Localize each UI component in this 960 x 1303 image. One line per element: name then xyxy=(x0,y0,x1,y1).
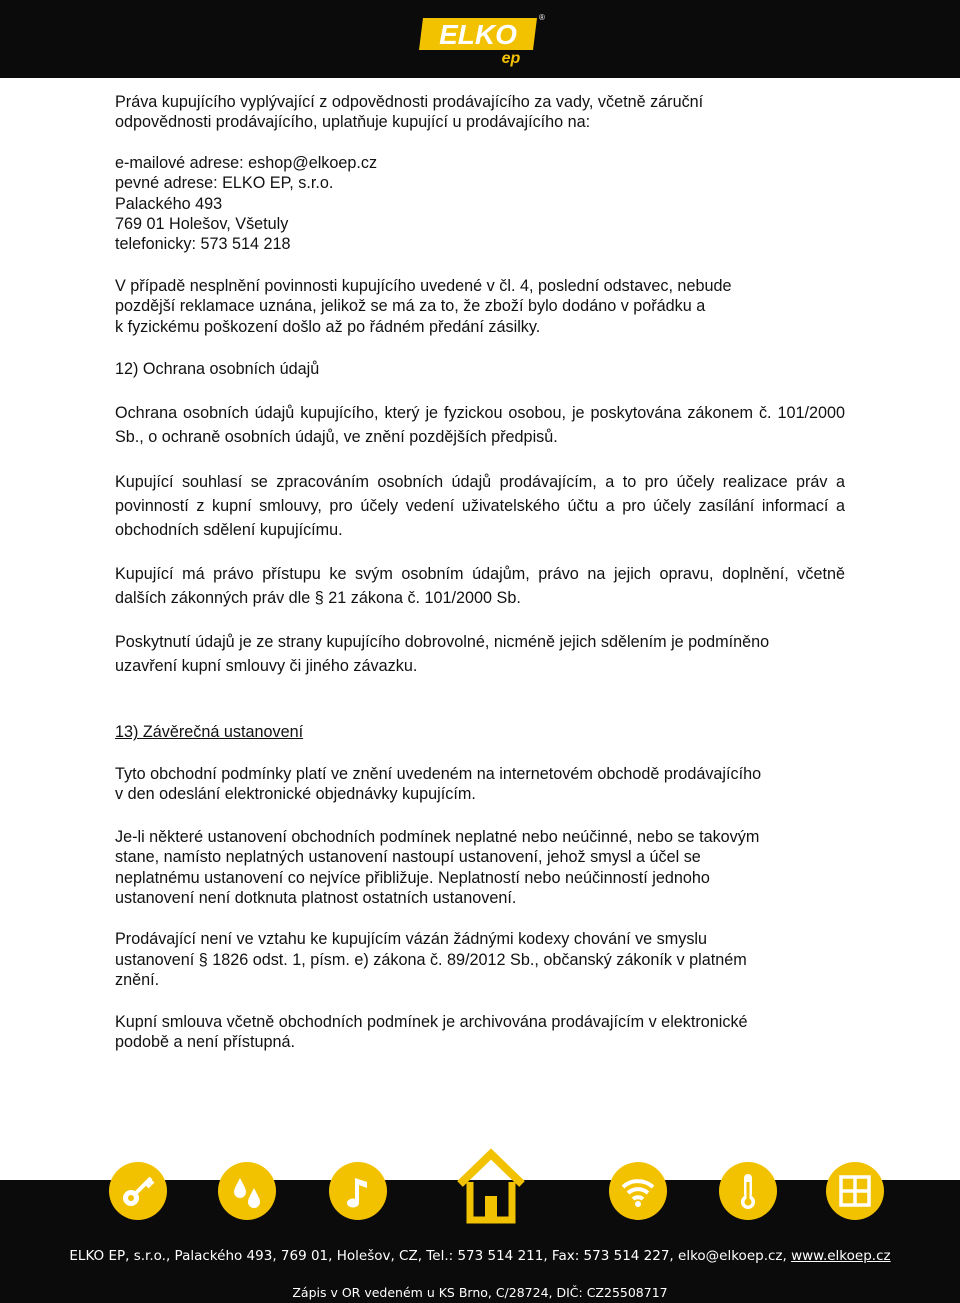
paragraph-voluntary xyxy=(115,630,845,678)
logo-text: ELKO xyxy=(439,19,517,50)
music-note-icon xyxy=(329,1162,387,1220)
paragraph-codes-of-conduct xyxy=(115,929,845,990)
contact-street: Palackého 493 xyxy=(115,194,223,213)
section-heading-12: 12) Ochrana osobních údajů xyxy=(115,360,320,379)
footer-registration-line: Zápis v OR vedeném u KS Brno, C/28724, DIČ: CZ25508717 xyxy=(292,1285,668,1300)
paragraph-claims xyxy=(115,276,845,337)
text-line: v den odeslání elektronické objednávky kupujícím. xyxy=(115,785,476,804)
paragraph-consent: Kupující souhlasí se zpracováním osobních údajů prodávajícím, a to pro účely realizace práv a povinností z kupní smlouvy, pro účely vedení uživatelského účtu a pro účely zasílání informací a obchodních sdělení kupujícímu. xyxy=(115,473,845,540)
footer-icon-row xyxy=(0,1150,960,1230)
contact-phone: telefonicky: 573 514 218 xyxy=(115,235,291,254)
text-line: podobě a není přístupná. xyxy=(115,1032,296,1051)
text-line: k fyzickému poškození došlo až po řádném předání zásilky. xyxy=(115,317,541,336)
elko-ep-logo xyxy=(415,8,545,68)
wifi-icon xyxy=(609,1162,667,1220)
section-heading-13: 13) Závěrečná ustanovení xyxy=(115,723,304,742)
paragraph-access-rights: Kupující má právo přístupu ke svým osobním údajům, právo na jejich opravu, doplnění, včetně dalších zákonných práv dle § 21 zákona č. 101/2000 Sb. xyxy=(115,565,845,608)
contact-city: 769 01 Holešov, Všetuly xyxy=(115,215,289,234)
contact-block xyxy=(115,153,845,255)
header-band xyxy=(0,0,960,78)
footer-website-link[interactable]: www.elkoep.cz xyxy=(791,1248,891,1264)
logo-registered-mark: ® xyxy=(539,13,545,22)
text-line: Je-li některé ustanovení obchodních podmínek neplatné nebo neúčinné, nebo se takovým xyxy=(115,827,760,846)
text-line: odpovědnosti prodávajícího, uplatňuje kupující u prodávajícího na: xyxy=(115,113,591,132)
paragraph-validity xyxy=(115,764,845,805)
text-line: neplatnému ustanovení co nejvíce přibližuje. Neplatností nebo neúčinností jednoho xyxy=(115,868,710,887)
thermometer-icon xyxy=(719,1162,777,1220)
text-line: stane, namísto neplatných ustanovení nastoupí ustanovení, jehož smysl a účel se xyxy=(115,848,701,867)
footer-contact-text: ELKO EP, s.r.o., Palackého 493, 769 01, Holešov, CZ, Tel.: 573 514 211, Fax: 573 514 227, elko@elkoep.cz, xyxy=(69,1248,792,1264)
text-line: ustanovení § 1826 odst. 1, písm. e) zákona č. 89/2012 Sb., občanský zákoník v platném xyxy=(115,950,747,969)
text-line: Práva kupujícího vyplývající z odpovědnosti prodávajícího za vady, včetně záruční xyxy=(115,93,704,111)
footer-contact-line xyxy=(0,1248,960,1264)
text-line: ustanovení není dotknuta platnost ostatních ustanovení. xyxy=(115,888,517,907)
contact-address: pevné adrese: ELKO EP, s.r.o. xyxy=(115,174,334,193)
text-line: Kupní smlouva včetně obchodních podmínek je archivována prodávajícím v elektronické xyxy=(115,1012,748,1031)
text-line: znění. xyxy=(115,971,160,990)
document-body xyxy=(115,92,845,1052)
home-icon xyxy=(456,1146,526,1226)
contact-email: e-mailové adrese: eshop@elkoep.cz xyxy=(115,153,378,172)
key-icon xyxy=(109,1162,167,1220)
text-line: pozdější reklamace uznána, jelikož se má za to, že zboží bylo dodáno v pořádku a xyxy=(115,297,706,316)
text-line: Tyto obchodní podmínky platí ve znění uvedeném na internetovém obchodě prodávajícího xyxy=(115,764,762,783)
paragraph-data-protection: Ochrana osobních údajů kupujícího, který je fyzickou osobou, je poskytována zákonem č. 101/2000 Sb., o ochraně osobních údajů, ve znění pozdějších předpisů. xyxy=(115,404,845,447)
text-line: Poskytnutí údajů je ze strany kupujícího dobrovolné, nicméně jejich sdělením je podmíněno xyxy=(115,633,770,652)
logo-sub: ep xyxy=(501,50,521,67)
paragraph-severability xyxy=(115,827,845,909)
text-line: Prodávající není ve vztahu ke kupujícím vázán žádnými kodexy chování ve smyslu xyxy=(115,930,708,949)
window-icon xyxy=(826,1162,884,1220)
paragraph-rights xyxy=(115,92,845,133)
text-line: V případě nesplnění povinnosti kupujícího uvedené v čl. 4, poslední odstavec, nebude xyxy=(115,276,732,295)
drops-icon xyxy=(218,1162,276,1220)
text-line: uzavření kupní smlouvy či jiného závazku. xyxy=(115,657,418,676)
paragraph-archiving xyxy=(115,1012,845,1053)
